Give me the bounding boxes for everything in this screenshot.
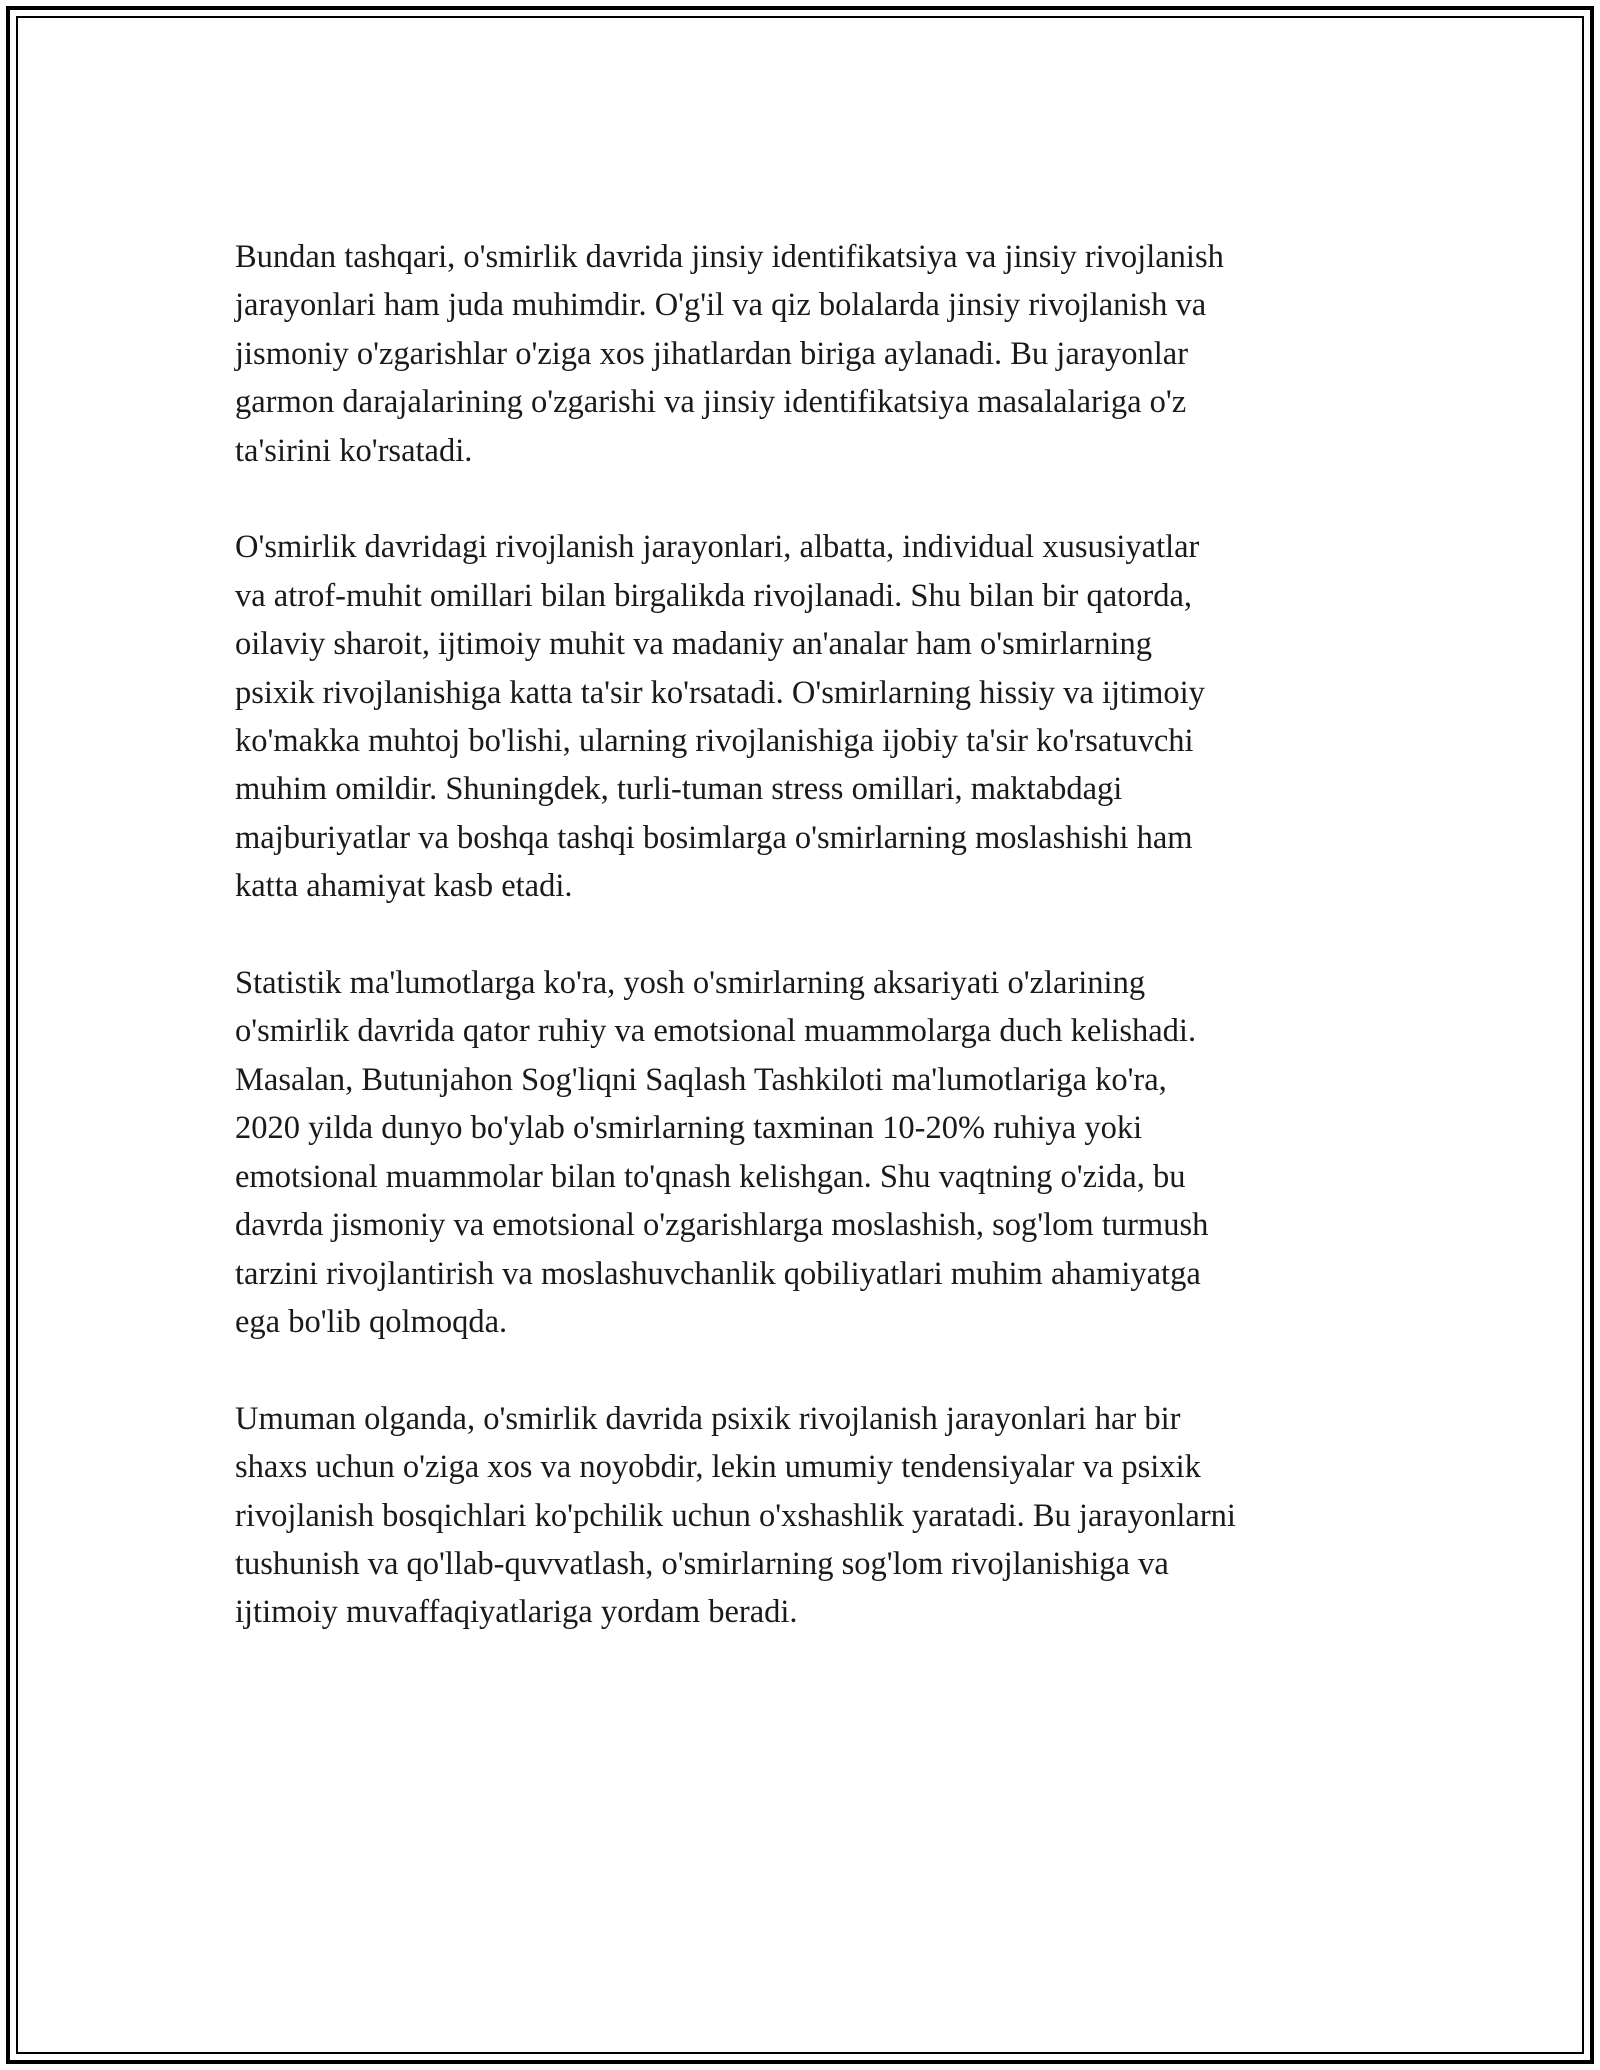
text-line: 2020 yilda dunyo bo'ylab o'smirlarning taxminan 10-20% ruhiya yoki [235, 1110, 1143, 1147]
text-line: majburiyatlar va boshqa tashqi bosimlarga o'smirlarning moslashishi ham [235, 819, 1193, 856]
text-line: shaxs uchun o'ziga xos va noyobdir, lekin umumiy tendensiyalar va psixik [235, 1449, 1201, 1486]
text-line: ko'makka muhtoj bo'lishi, ularning rivojlanishiga ijobiy ta'sir ko'rsatuvchi [235, 723, 1194, 760]
text-line: va atrof-muhit omillari bilan birgalikda rivojlanadi. Shu bilan bir qatorda, [235, 577, 1193, 614]
text-line: tushunish va qo'llab-quvvatlash, o'smirlarning sog'lom rivojlanishiga va [235, 1545, 1169, 1582]
text-line: o'smirlik davrida qator ruhiy va emotsional muammolarga duch kelishadi. [235, 1013, 1197, 1050]
document-body [235, 233, 1375, 1685]
paragraph-2 [235, 523, 1375, 910]
text-line: jarayonlari ham juda muhimdir. O'g'il va qiz bolalarda jinsiy rivojlanish va [235, 287, 1207, 324]
text-line: Umuman olganda, o'smirlik davrida psixik rivojlanish jarayonlari har bir [235, 1400, 1181, 1437]
text-line: tarzini rivojlantirish va moslashuvchanlik qobiliyatlari muhim ahamiyatga [235, 1255, 1201, 1292]
text-line: ijtimoiy muvaffaqiyatlariga yordam beradi. [235, 1594, 798, 1631]
text-line: davrda jismoniy va emotsional o'zgarishlarga moslashish, sog'lom turmush [235, 1207, 1209, 1244]
text-line: muhim omildir. Shuningdek, turli-tuman stress omillari, maktabdagi [235, 771, 1123, 808]
paragraph-3 [235, 959, 1375, 1346]
text-line: jismoniy o'zgarishlar o'ziga xos jihatlardan biriga aylanadi. Bu jarayonlar [235, 335, 1189, 372]
text-line: O'smirlik davridagi rivojlanish jarayonlari, albatta, individual xususiyatlar [235, 529, 1200, 566]
text-line: garmon darajalarining o'zgarishi va jinsiy identifikatsiya masalalariga o'z [235, 384, 1187, 421]
text-line: katta ahamiyat kasb etadi. [235, 868, 573, 905]
paragraph-1 [235, 233, 1375, 475]
text-line: psixik rivojlanishiga katta ta'sir ko'rsatadi. O'smirlarning hissiy va ijtimoiy [235, 674, 1205, 711]
text-line: rivojlanish bosqichlari ko'pchilik uchun o'xshashlik yaratadi. Bu jarayonlarni [235, 1497, 1236, 1534]
text-line: Statistik ma'lumotlarga ko'ra, yosh o'smirlarning aksariyati o'zlarining [235, 965, 1146, 1002]
text-line: Masalan, Butunjahon Sog'liqni Saqlash Tashkiloti ma'lumotlariga ko'ra, [235, 1061, 1167, 1098]
text-line: ta'sirini ko'rsatadi. [235, 432, 473, 469]
paragraph-4 [235, 1395, 1375, 1637]
text-line: Bundan tashqari, o'smirlik davrida jinsiy identifikatsiya va jinsiy rivojlanish [235, 239, 1224, 275]
text-line: ega bo'lib qolmoqda. [235, 1303, 508, 1340]
text-line: emotsional muammolar bilan to'qnash kelishgan. Shu vaqtning o'zida, bu [235, 1158, 1186, 1195]
text-line: oilaviy sharoit, ijtimoiy muhit va madaniy an'analar ham o'smirlarning [235, 626, 1152, 663]
